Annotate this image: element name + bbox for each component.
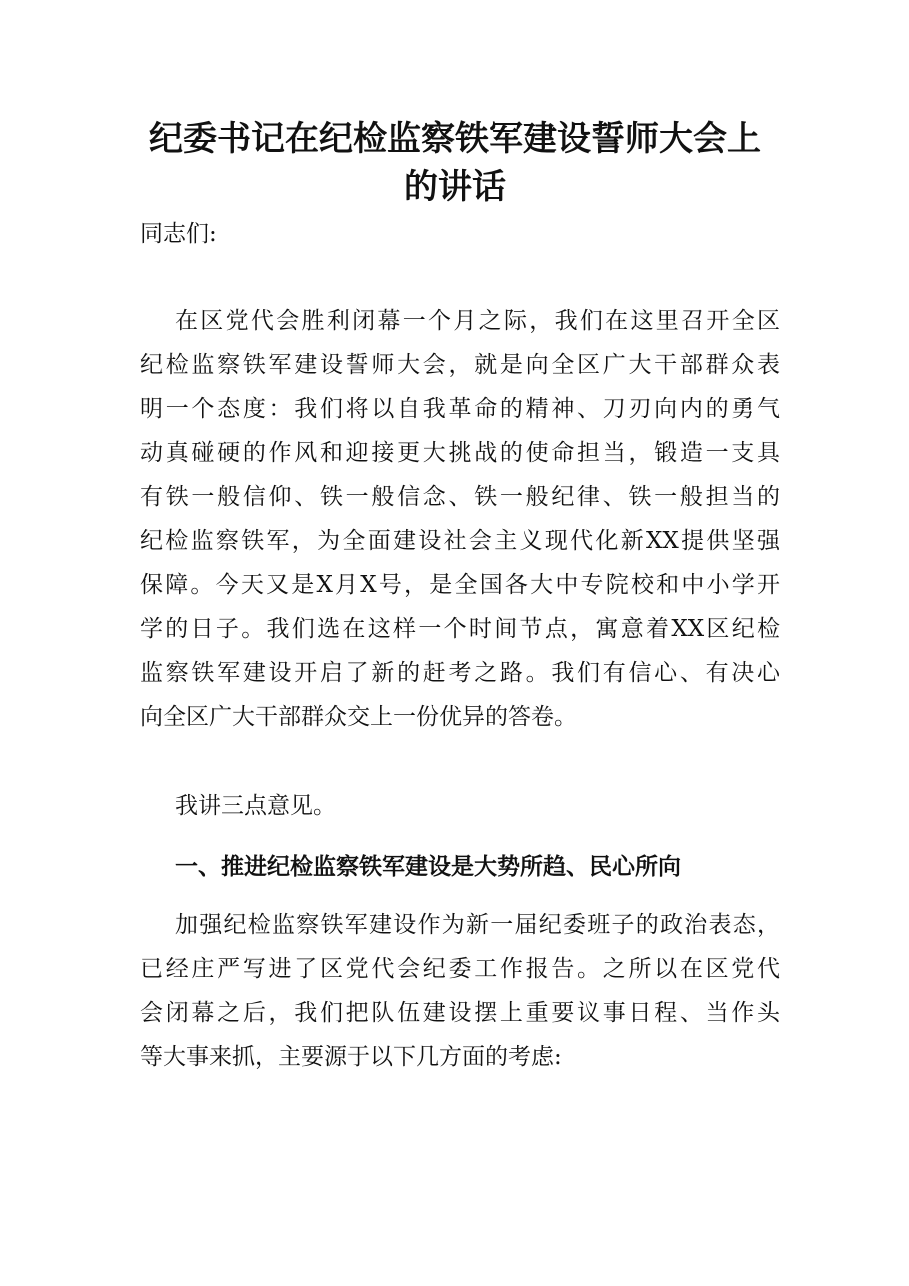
paragraph-1-line: 保障。今天又是X月X号，是全国各大中专院校和中小学开 (140, 572, 780, 598)
document-title-line-2: 的讲话 (404, 167, 506, 207)
paragraph-1-line: 动真碰硬的作风和迎接更大挑战的使命担当，锻造一支具 (140, 440, 780, 466)
paragraph-1-line: 纪检监察铁军建设誓师大会，就是向全区广大干部群众表 (140, 352, 780, 378)
paragraph-3-line: 会闭幕之后，我们把队伍建设摆上重要议事日程、当作头 (140, 1000, 780, 1026)
paragraph-1-line: 监察铁军建设开启了新的赶考之路。我们有信心、有决心 (140, 660, 780, 686)
document-title-line-1: 纪委书记在纪检监察铁军建设誓师大会上 (149, 119, 761, 159)
paragraph-1-line: 明一个态度：我们将以自我革命的精神、刀刃向内的勇气 (140, 396, 780, 422)
paragraph-1-line: 有铁一般信仰、铁一般信念、铁一般纪律、铁一般担当的 (140, 484, 780, 510)
paragraph-1-line: 学的日子。我们选在这样一个时间节点，寓意着XX区纪检 (140, 616, 780, 642)
paragraph-2: 我讲三点意见。 (175, 793, 336, 819)
paragraph-3-line: 加强纪检监察铁军建设作为新一届纪委班子的政治表态， (175, 912, 780, 938)
paragraph-1-line: 在区党代会胜利闭幕一个月之际，我们在这里召开全区 (175, 308, 780, 334)
section-heading-1: 一、推进纪检监察铁军建设是大势所趋、民心所向 (175, 853, 681, 880)
salutation: 同志们: (140, 221, 217, 247)
paragraph-3-line: 已经庄严写进了区党代会纪委工作报告。之所以在区党代 (140, 956, 780, 982)
paragraph-3-line: 等大事来抓，主要源于以下几方面的考虑: (140, 1044, 562, 1070)
paragraph-1-line: 向全区广大干部群众交上一份优异的答卷。 (140, 704, 577, 730)
paragraph-1-line: 纪检监察铁军，为全面建设社会主义现代化新XX提供坚强 (140, 528, 780, 554)
